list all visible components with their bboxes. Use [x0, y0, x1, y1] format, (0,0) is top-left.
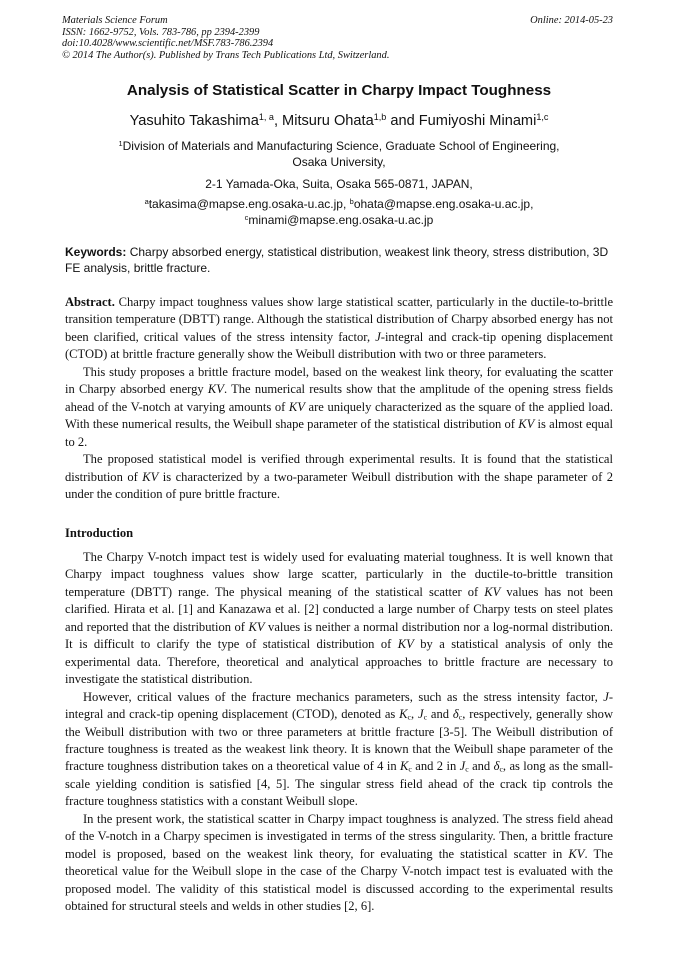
author-affiliation-mark: 1, a — [258, 112, 274, 123]
author-name: Mitsuru Ohata — [282, 113, 374, 129]
online-date: Online: 2014-05-23 — [530, 15, 613, 26]
abstract — [65, 294, 613, 503]
affiliation-line: Division of Materials and Manufacturing Science, Graduate School of Engineering, — [122, 139, 560, 153]
section-heading: Introduction — [65, 526, 134, 540]
abstract-paragraph: The proposed statistical model is verified through experimental results. It is found that the statistical distribution of KV is characterized by a two-parameter Weibull distribution with the shape parameter of 2 under the condition of pure brittle fracture. — [65, 452, 613, 501]
affiliation-address: 2-1 Yamada-Oka, Suita, Osaka 565-0871, JAPAN, — [205, 177, 473, 191]
author-affiliation-mark: 1,c — [536, 112, 549, 123]
introduction-body — [65, 549, 613, 916]
email-mark: b — [349, 196, 354, 206]
keywords — [65, 244, 613, 276]
author-list: Yasuhito Takashima$^{1, a}$, Mitsuru Ohata$^{1,b}$ and Fumiyoshi Minami$^{1,c}$ — [129, 112, 549, 129]
doi-line: doi:10.4028/www.scientific.net/MSF.783-786.2394 — [62, 38, 274, 50]
abstract-paragraph: Abstract. Charpy impact toughness values show large statistical scatter, particularly in the ductile-to-brittle transition temperature (DBTT) range. Although the statistical distribution of Charpy absorbed energy has not been clarified, critical values of the stress intensity factor, J-integral and crack-tip opening displacement (CTOD) at brittle fracture generally show the Weibull distribution with two or three parameters. — [65, 295, 614, 362]
body-paragraph: In the present work, the statistical scatter in Charpy impact toughness is analyzed. The stress field ahead of the V-notch in a Charpy specimen is investigated in terms of the stress singularity. Then, a brittle fracture model is proposed, based on the weakest link theory, for evaluating the statistical scatter in KV. The theoretical value for the Weibull slope in the case of the Charpy V-notch impact test is evaluated with the proposed model. The validity of this statistical model is discussed according to the experimental results obtained for structural steels and welds in other studies [2, 6]. — [65, 811, 613, 914]
issn-line: ISSN: 1662-9752, Vols. 783-786, pp 2394-2399 — [62, 26, 260, 38]
keywords-label: Keywords: — [65, 245, 127, 259]
body-paragraph: The Charpy V-notch impact test is widely used for evaluating material toughness. It is well known that Charpy impact toughness values show large scatter, particularly in the ductile-to-brittle transition temperature (DBTT) range. The physical meaning of the statistical scatter of KV values has not been clarified. Hirata et al. [1] and Kanazawa et al. [2] conducted a large number of Charpy tests on steel plates and reported that the distribution of KV values is neither a normal distribution nor a log-normal distribution. It is difficult to clarify the type of statistical distribution of KV by a statistical analysis of only the experimental data. Therefore, theoretical and analytical approaches to brittle fracture are necessary to investigate the statistical distribution. — [65, 550, 613, 687]
email-mark: c — [244, 212, 249, 222]
abstract-paragraph: This study proposes a brittle fracture model, based on the weakest link theory, for evaluating the scatter in Charpy absorbed energy KV. The numerical results show that the amplitude of the opening stress fields ahead of the V-notch at varying amounts of KV are uniquely characterized as the square of the applied load. With these numerical results, the Weibull shape parameter of the statistical distribution of KV is almost equal to 2. — [65, 364, 613, 449]
abstract-label: Abstract. — [65, 295, 115, 309]
email-block — [0, 196, 678, 228]
copyright-line: © 2014 The Author(s). Published by Trans Tech Publications Ltd, Switzerland. — [62, 49, 390, 61]
body-paragraph: However, critical values of the fracture mechanics parameters, such as the stress intensity factor, J-integral and crack-tip opening displacement (CTOD), denoted as $K_c$, $J_c$ and $\delta_c$, respectively, generally show the Weibull distribution with two or three parameters at brittle fracture [3-5]. The Weibull distribution of fracture toughness is treated as the weakest link theory. It is known that the Weibull shape parameter of the fracture toughness distribution takes on a theoretical value of 4 in $K_c$ and 2 in $J_c$ and $\delta_c$, as long as the small-scale yielding condition is satisfied [4, 5]. The singular stress field ahead of the crack tip controls the fracture toughness statistics with a constant Weibull slope. — [65, 689, 614, 809]
affiliation-line: Osaka University, — [292, 155, 386, 169]
email-link[interactable]: minami@mapse.eng.osaka-u.ac.jp — [248, 213, 434, 227]
author-name: Yasuhito Takashima — [129, 113, 259, 129]
author-name: Fumiyoshi Minami — [418, 113, 537, 129]
email-link[interactable]: ohata@mapse.eng.osaka-u.ac.jp, — [353, 197, 534, 211]
journal-header — [62, 15, 389, 61]
email-mark: a — [144, 196, 149, 206]
affiliation-number: 1 — [118, 138, 123, 148]
author-affiliation-mark: 1,b — [373, 112, 387, 123]
journal-name: Materials Science Forum — [62, 15, 168, 26]
paper-title: Analysis of Statistical Scatter in Charpy Impact Toughness — [126, 82, 552, 99]
email-link[interactable]: takasima@mapse.eng.osaka-u.ac.jp, — [148, 197, 347, 211]
affiliation-block — [0, 138, 678, 170]
keywords-text: Charpy absorbed energy, statistical distribution, weakest link theory, stress distribution, 3D FE analysis, brittle fracture. — [65, 245, 609, 275]
